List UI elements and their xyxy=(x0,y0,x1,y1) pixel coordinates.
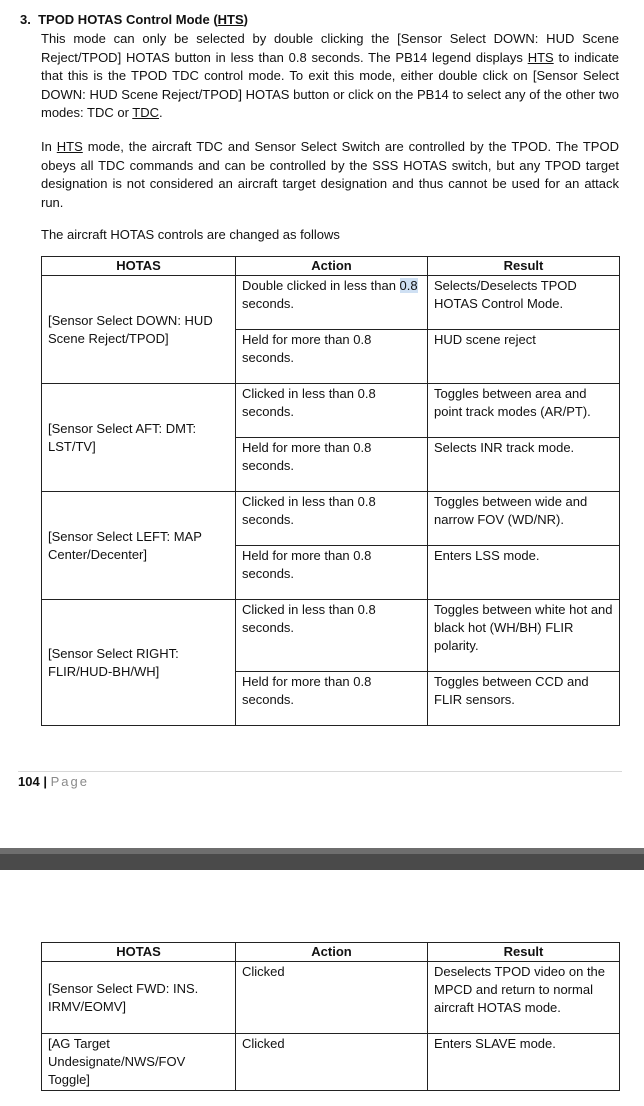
action-cell: Clicked xyxy=(236,962,428,1034)
hotas-table-1 xyxy=(41,256,620,726)
header-action: Action xyxy=(236,257,428,276)
action-cell: Clicked in less than 0.8 seconds. xyxy=(236,384,428,438)
paragraph1-text-2: to indicate that this is the TPOD TDC control mode. To exit this mode, either double click on [Sensor Select DOWN: HUD Scene Reject/TPOD] HOTAS button or click on the PB14 to select any of the other two modes: TDC or xyxy=(41,49,619,120)
action-cell: Held for more than 0.8 seconds. xyxy=(236,330,428,384)
hotas-cell: [Sensor Select RIGHT: FLIR/HUD-BH/WH] xyxy=(42,600,236,726)
highlighted-value: 0.8 xyxy=(399,278,418,293)
result-cell: Toggles between wide and narrow FOV (WD/NR). xyxy=(428,492,620,546)
result-cell: Selects/Deselects TPOD HOTAS Control Mode. xyxy=(428,276,620,330)
hotas-cell: [AG Target Undesignate/NWS/FOV Toggle] xyxy=(42,1034,236,1091)
paragraph1-tdc-abbrev: TDC xyxy=(132,105,159,120)
result-cell: Enters LSS mode. xyxy=(428,546,620,600)
result-cell: Toggles between area and point track modes (AR/PT). xyxy=(428,384,620,438)
result-cell: Toggles between CCD and FLIR sensors. xyxy=(428,672,620,726)
header-action: Action xyxy=(236,943,428,962)
result-cell: Deselects TPOD video on the MPCD and return to normal aircraft HOTAS mode. xyxy=(428,962,620,1034)
table-intro: The aircraft HOTAS controls are changed as follows xyxy=(41,227,340,242)
paragraph1-hts-abbrev: HTS xyxy=(527,49,554,65)
action-text: Double clicked in less than xyxy=(242,278,400,293)
paragraph2-text-1: In xyxy=(41,139,57,154)
page-number: 104 xyxy=(18,774,40,789)
header-hotas: HOTAS xyxy=(42,257,236,276)
page-break-divider xyxy=(0,848,644,870)
table-row xyxy=(42,600,620,672)
action-cell: Held for more than 0.8 seconds. xyxy=(236,438,428,492)
paragraph1-text-3: . xyxy=(159,105,163,120)
hotas-table-2 xyxy=(41,942,620,1091)
result-cell: HUD scene reject xyxy=(428,330,620,384)
hotas-cell: [Sensor Select DOWN: HUD Scene Reject/TPOD] xyxy=(42,276,236,384)
paragraph-mode-selection xyxy=(41,30,619,123)
result-cell: Enters SLAVE mode. xyxy=(428,1034,620,1091)
result-cell: Selects INR track mode. xyxy=(428,438,620,492)
document-page-2 xyxy=(0,870,644,1106)
paragraph2-text-2: mode, the aircraft TDC and Sensor Select Switch are controlled by the TPOD. The TPOD obeys all TDC commands and can be controlled by the SSS HOTAS switch, but any TPOD target designation is not considered an aircraft target designation and thus cannot be used for an attack run. xyxy=(41,139,619,210)
hotas-cell: [Sensor Select FWD: INS. IRMV/EOMV] xyxy=(42,962,236,1034)
table-header-row xyxy=(42,943,620,962)
paragraph-hts-behavior xyxy=(41,138,619,212)
section-heading xyxy=(20,12,248,27)
result-cell: Toggles between white hot and black hot (WH/BH) FLIR polarity. xyxy=(428,600,620,672)
header-hotas: HOTAS xyxy=(42,943,236,962)
page-footer xyxy=(18,771,622,789)
action-text-end: seconds. xyxy=(242,296,295,311)
section-number: 3. xyxy=(20,12,31,27)
action-cell: Clicked xyxy=(236,1034,428,1091)
header-result: Result xyxy=(428,943,620,962)
section-title-abbrev: HTS xyxy=(217,12,244,27)
hotas-cell: [Sensor Select AFT: DMT: LST/TV] xyxy=(42,384,236,492)
action-cell: Held for more than 0.8 seconds. xyxy=(236,546,428,600)
table-row xyxy=(42,492,620,546)
section-title-suffix: ) xyxy=(243,12,248,27)
paragraph2-hts-abbrev: HTS xyxy=(56,139,83,154)
table-row xyxy=(42,1034,620,1091)
paragraph1-text-1: This mode can only be selected by double clicking the [Sensor Select DOWN: HUD Scene Reject/TPOD] HOTAS button in less than 0.8 seconds. The PB14 legend displays xyxy=(41,31,619,65)
action-cell: Held for more than 0.8 seconds. xyxy=(236,672,428,726)
header-result: Result xyxy=(428,257,620,276)
action-cell: Clicked in less than 0.8 seconds. xyxy=(236,492,428,546)
action-cell xyxy=(236,276,428,330)
page-word: Page xyxy=(50,774,89,789)
table-row xyxy=(42,962,620,1034)
table-row xyxy=(42,276,620,330)
hotas-cell: [Sensor Select LEFT: MAP Center/Decenter] xyxy=(42,492,236,600)
section-title-prefix: TPOD HOTAS Control Mode ( xyxy=(38,12,218,27)
table-row xyxy=(42,384,620,438)
table-header-row xyxy=(42,257,620,276)
action-cell: Clicked in less than 0.8 seconds. xyxy=(236,600,428,672)
footer-separator: | xyxy=(43,774,47,789)
